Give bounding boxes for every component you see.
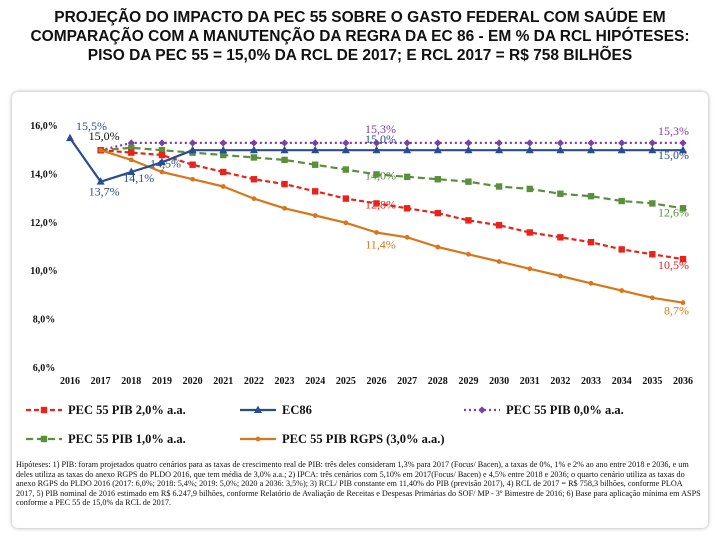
data-label: 15,3%	[365, 121, 396, 136]
data-point	[158, 139, 165, 146]
data-point	[343, 195, 349, 201]
data-point	[465, 139, 472, 146]
data-point	[588, 193, 594, 199]
data-label: 14,5%	[149, 156, 181, 171]
x-tick-label: 2023	[274, 376, 295, 387]
legend-label: PEC 55 PIB 1,0% a.a.	[68, 432, 186, 446]
data-point	[128, 149, 134, 155]
x-tick-label: 2027	[397, 376, 418, 387]
legend-swatch-marker	[41, 436, 47, 442]
x-tick-label: 2036	[673, 376, 693, 387]
data-point	[526, 139, 533, 146]
data-point	[189, 162, 195, 168]
data-point	[649, 139, 656, 146]
data-label: 8,7%	[664, 303, 689, 318]
x-tick-label: 2018	[121, 376, 142, 387]
data-label: 15,5%	[76, 119, 107, 134]
legend-label: PEC 55 PIB 0,0% a.a.	[506, 403, 624, 417]
data-label: 15,0%	[365, 132, 396, 147]
data-point	[282, 206, 287, 211]
x-tick-label: 2029	[458, 376, 479, 387]
data-point	[435, 210, 441, 216]
data-point	[557, 191, 563, 197]
data-point	[496, 222, 502, 228]
data-point	[497, 259, 502, 264]
data-point	[587, 139, 594, 146]
x-tick-label: 2032	[550, 376, 571, 387]
data-point	[250, 139, 257, 146]
x-tick-label: 2022	[243, 376, 264, 387]
data-label: 14,1%	[123, 170, 155, 185]
data-point	[404, 205, 410, 211]
data-point	[649, 200, 655, 206]
data-label: 13,7%	[88, 184, 120, 199]
data-point	[66, 134, 74, 142]
data-point	[374, 230, 379, 235]
y-tick-label: 16,0%	[30, 121, 58, 132]
legend-swatch-marker	[41, 407, 47, 413]
x-tick-label: 2034	[611, 376, 632, 387]
x-tick-label: 2030	[489, 376, 510, 387]
y-tick-label: 10,0%	[30, 266, 58, 278]
data-point	[557, 234, 563, 240]
data-point	[221, 184, 226, 189]
data-label: 15,0%	[658, 148, 689, 163]
y-tick-label: 14,0%	[30, 169, 58, 181]
chart-title: PROJEÇÃO DO IMPACTO DA PEC 55 SOBRE O GASTO FEDERAL COM SAÚDE EM COMPARAÇÃO COM A MANUTENÇÃO DA REGRA DA EC 86 - EM % DA RCL HIPÓTESES: PISO DA PEC 55 = 15,0% DA RCL DE 2017; E RCL 2017 = R$ 758 BILHÕES	[30, 9, 690, 64]
data-point	[557, 139, 564, 146]
data-label: 12,8%	[365, 197, 396, 212]
legend-label: EC86	[282, 403, 312, 417]
data-point	[649, 251, 655, 257]
x-tick-label: 2021	[213, 376, 234, 387]
data-point	[252, 196, 257, 201]
legend-swatch-marker	[478, 406, 485, 413]
data-point	[404, 174, 410, 180]
x-tick-label: 2019	[151, 376, 172, 387]
data-point	[313, 213, 318, 218]
data-point	[527, 186, 533, 192]
data-point	[588, 239, 594, 245]
x-tick-label: 2033	[581, 376, 602, 387]
data-point	[527, 229, 533, 235]
x-tick-label: 2020	[182, 376, 203, 387]
data-label: 14,0%	[365, 168, 396, 183]
data-point	[618, 139, 625, 146]
data-point	[220, 139, 227, 146]
data-point	[312, 162, 318, 168]
data-point	[343, 220, 348, 225]
x-tick-label: 2016	[60, 376, 80, 387]
x-tick-label: 2024	[305, 376, 326, 387]
y-tick-label: 8,0%	[32, 314, 56, 326]
data-point	[435, 245, 440, 250]
data-label: 15,0%	[88, 129, 120, 144]
data-point	[435, 176, 441, 182]
data-point	[312, 139, 319, 146]
data-label: 11,4%	[365, 237, 396, 252]
data-point	[434, 139, 441, 146]
x-tick-label: 2035	[642, 376, 663, 387]
data-point	[527, 266, 532, 271]
data-point	[281, 157, 287, 163]
data-point	[465, 178, 471, 184]
data-point	[189, 139, 196, 146]
data-point	[281, 139, 288, 146]
y-tick-label: 6,0%	[32, 363, 56, 374]
data-point	[343, 166, 349, 172]
legend-label: PEC 55 PIB 2,0% a.a.	[68, 403, 186, 417]
data-point	[281, 181, 287, 187]
data-point	[496, 183, 502, 189]
data-point	[619, 198, 625, 204]
data-point	[251, 176, 257, 182]
chart-panel	[12, 92, 708, 528]
data-point	[220, 169, 226, 175]
data-point	[650, 295, 655, 300]
data-point	[312, 188, 318, 194]
data-point	[558, 274, 563, 279]
data-point	[98, 148, 103, 153]
x-tick-label: 2031	[519, 376, 540, 387]
x-tick-label: 2028	[427, 376, 448, 387]
data-point	[496, 139, 503, 146]
data-point	[190, 177, 195, 182]
data-point	[619, 288, 624, 293]
data-point	[619, 246, 625, 252]
legend-swatch-marker	[256, 437, 261, 442]
data-point	[589, 281, 594, 286]
y-tick-label: 12,0%	[30, 217, 58, 229]
hypotheses-footnote: Hipóteses: 1) PIB: foram projetados quatro cenários para as taxas de crescimento real de PIB: três deles consideram 1,3% para 2017 (Focus/ Bacen), a taxas de 0%, 1% e 2% ao ano entre 2018 e 2036, e um deles utiliza as taxas do anexo RGPS do PLDO 2016, que tem média de 3,0% a.a.; 2) IPCA: três cenários com 5,10% em 2017(Focus/ Bacen) e 4,5% entre 2018 e 2036; o quarto cenário utiliza as taxas do anexo RGPS do PLDO 2016 (2017: 6,0%; 2018: 5,4%; 2019: 5,0%; 2020 a 2036: 3,5%); 3) RCL/ PIB constante em 11,40% do PIB (previsão 2017), 4) RCL de 2017 = R$ 758,3 bilhões, conforme PLOA 2017, 5) PIB nominal de 2016 estimado em R$ 6.247,9 bilhões, conforme Relatório de Avaliação de Receitas e Despesas Primárias do SOF/ MP - 3º Bimestre de 2016; 6) Base para aplicação mínima em ASPS conforme a PEC 55 de 15,0% da RCL de 2017.	[16, 460, 701, 508]
x-tick-label: 2025	[335, 376, 356, 387]
data-point	[466, 252, 471, 257]
data-point	[465, 217, 471, 223]
data-point	[251, 154, 257, 160]
legend-label: PEC 55 PIB RGPS (3,0% a.a.)	[282, 432, 445, 446]
data-label: 15,3%	[658, 123, 689, 138]
data-point	[404, 139, 411, 146]
data-point	[129, 157, 134, 162]
x-tick-label: 2026	[366, 376, 387, 387]
data-label: 10,5%	[658, 258, 689, 273]
data-point	[342, 139, 349, 146]
data-label: 12,6%	[658, 205, 689, 220]
x-tick-label: 2017	[90, 376, 111, 387]
data-point	[679, 139, 686, 146]
data-point	[405, 235, 410, 240]
